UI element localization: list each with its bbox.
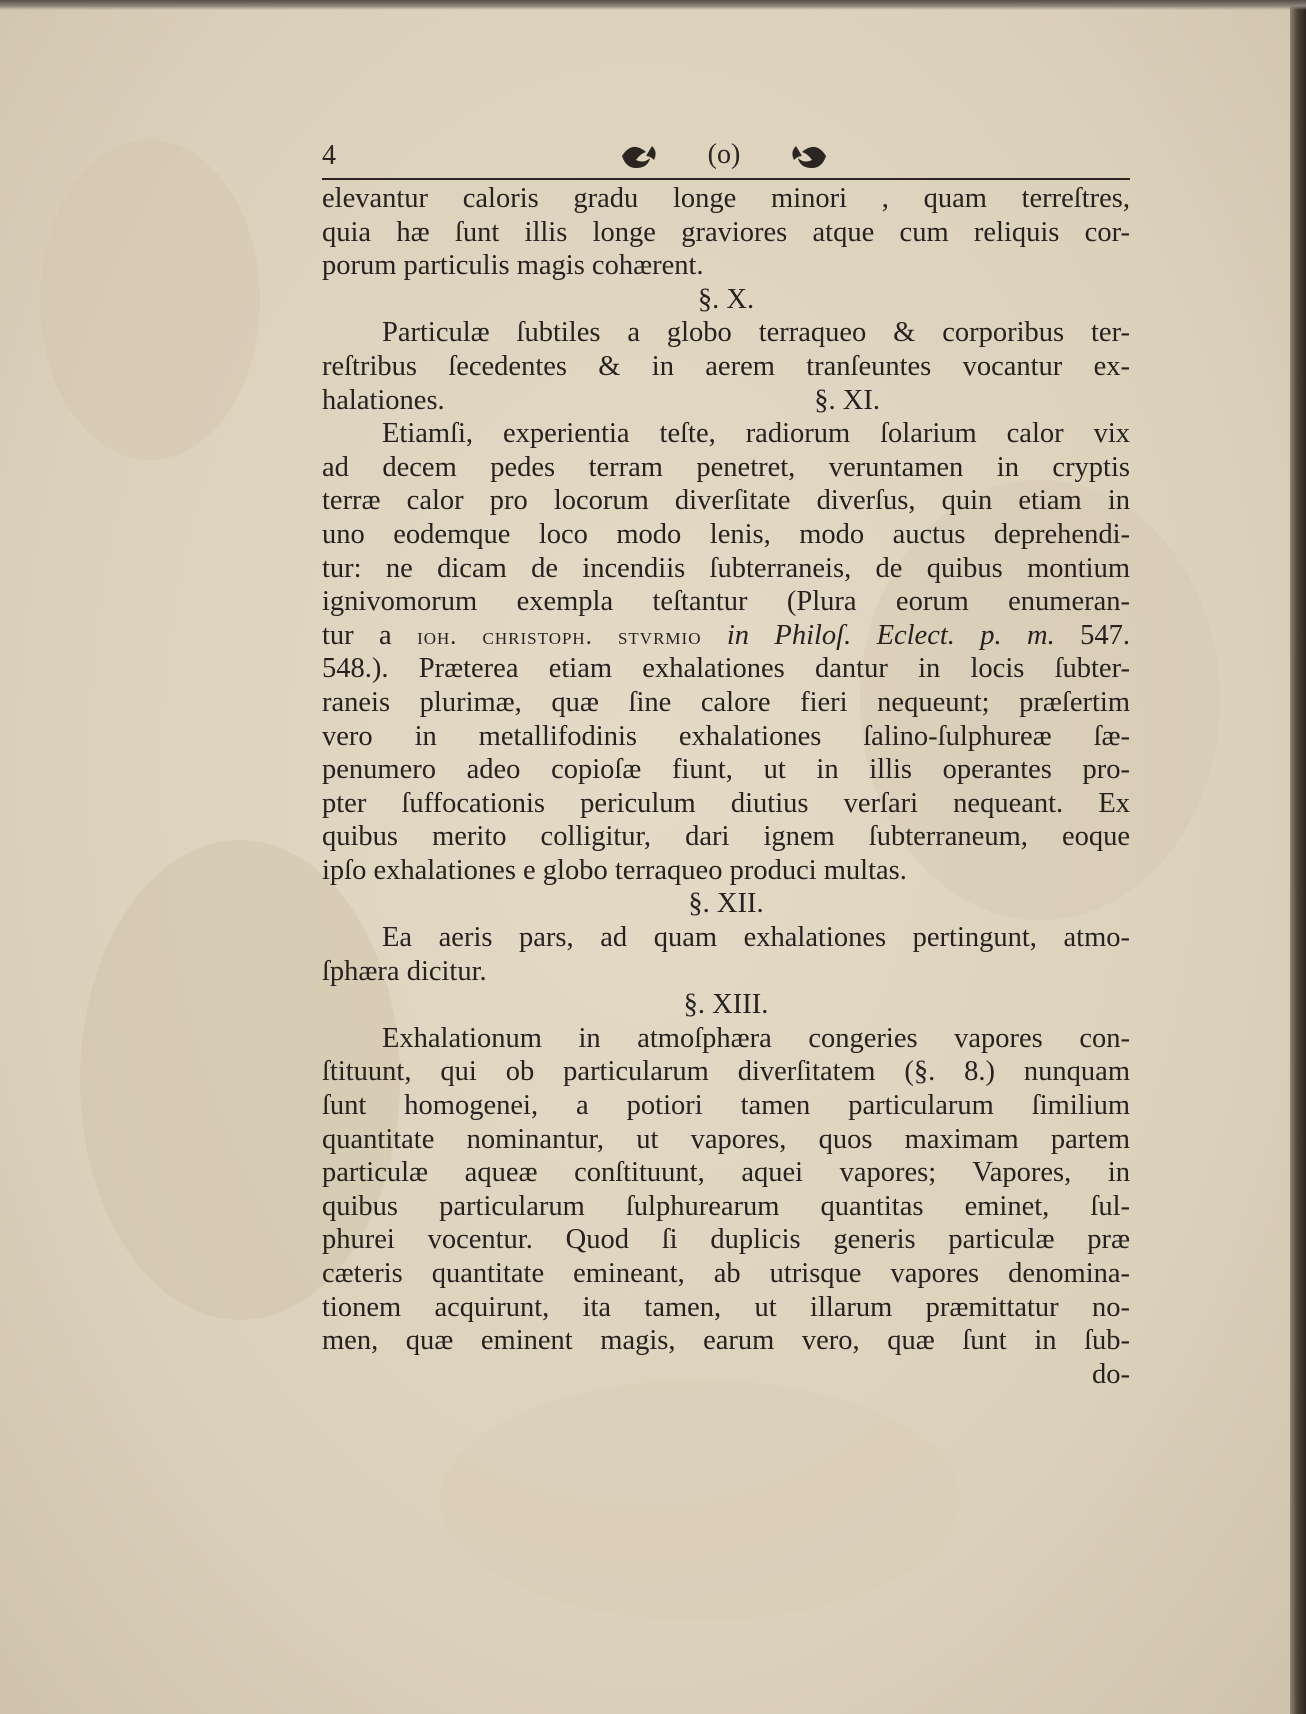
section-heading: §. X. [697,283,755,315]
text-line: ipſo exhalationes e globo terraqueo produci multas. [322,854,907,886]
text-line: quibus particularum ſulphurearum quantitas eminet, ſul- [322,1190,1130,1222]
page-body [322,182,1130,1391]
text-fragment: 547. [1054,619,1131,651]
header-ornament [614,134,834,174]
text-line: ſunt homogenei, a potiori tamen particularum ſimilium [322,1090,1130,1122]
section-heading: §. XIII. [683,989,769,1021]
text-line: reſtribus ſecedentes & in aerem tranſeuntes vocantur ex- [322,350,1130,382]
text-line: ſtituunt, qui ob particularum diverſitatem (§. 8.) nunquam [322,1056,1130,1088]
ornament-text: (o) [707,139,741,170]
work-title: in Philoſ. Eclect. p. m. [701,619,1055,651]
text-line: elevantur caloris gradu longe minori , quam terreſtres, [322,183,1130,214]
text-line: Exhalationum in atmoſphæra congeries vapores con- [382,1022,1130,1054]
text-line: tionem acquirunt, ita tamen, ut illarum præmittatur no- [322,1291,1130,1323]
text-line: Particulæ ſubtiles a globo terraqueo & corporibus ter- [382,317,1130,349]
text-line: particulæ aqueæ conſtituunt, aquei vapores; Vapores, in [322,1157,1130,1189]
text-line: vero in metallifodinis exhalationes ſalino-ſulphureæ ſæ- [322,720,1130,752]
text-fragment: tur a [322,619,418,651]
text-line: raneis plurimæ, quæ ſine calore fieri nequeunt; præſertim [322,686,1130,718]
text-line: terræ calor pro locorum diverſitate diverſus, quin etiam in [322,485,1130,517]
text-line: porum particulis magis cohærent. [322,250,704,282]
text-fragment: halationes. [322,384,445,416]
catchword: do- [1092,1358,1130,1390]
page-header [322,134,1130,178]
page-number: 4 [322,140,336,171]
header-rule [322,178,1130,180]
text-line: tur: ne dicam de incendiis ſubterraneis, de quibus montium [322,552,1130,584]
text-line: quibus merito colligitur, dari ignem ſubterraneum, eoque [322,821,1130,853]
section-heading: §. XII. [688,888,764,920]
author-name: ioh. christoph. stvrmio [417,623,702,650]
text-line: ignivomorum exempla teſtantur (Plura eorum enumeran- [322,586,1130,618]
text-line: pter ſuffocationis periculum diutius verſari nequeant. Ex [322,787,1130,819]
text-line: uno eodemque loco modo lenis, modo auctus deprehendi- [322,518,1130,550]
text-line [322,384,1130,418]
page-top-shadow [0,0,1306,10]
text-line: quia hæ ſunt illis longe graviores atque cum reliquis cor- [322,216,1130,248]
page-binding-shadow [1290,0,1306,1714]
text-line: ad decem pedes terram penetret, veruntamen in cryptis [322,451,1130,483]
text-line: cæteris quantitate emineant, ab utrisque vapores denomina- [322,1258,1130,1289]
text-line: phurei vocentur. Quod ſi duplicis generis particulæ præ [322,1224,1130,1256]
fleuron-icon [614,134,834,174]
text-line: 548.). Præterea etiam exhalationes dantur in locis ſubter- [322,653,1130,685]
citation-line [322,619,1130,653]
text-line: penumero adeo copioſæ fiunt, ut in illis operantes pro- [322,754,1130,786]
text-line: men, quæ eminent magis, earum vero, quæ ſunt in ſub- [322,1325,1130,1357]
text-line: quantitate nominantur, ut vapores, quos maximam partem [322,1123,1130,1155]
text-line: Ea aeris pars, ad quam exhalationes pertingunt, atmo- [382,922,1130,954]
text-line: ſphæra dicitur. [322,955,487,987]
section-heading: §. XI. [814,384,880,416]
text-line: Etiamſi, experientia teſte, radiorum ſolarium calor vix [382,418,1130,450]
